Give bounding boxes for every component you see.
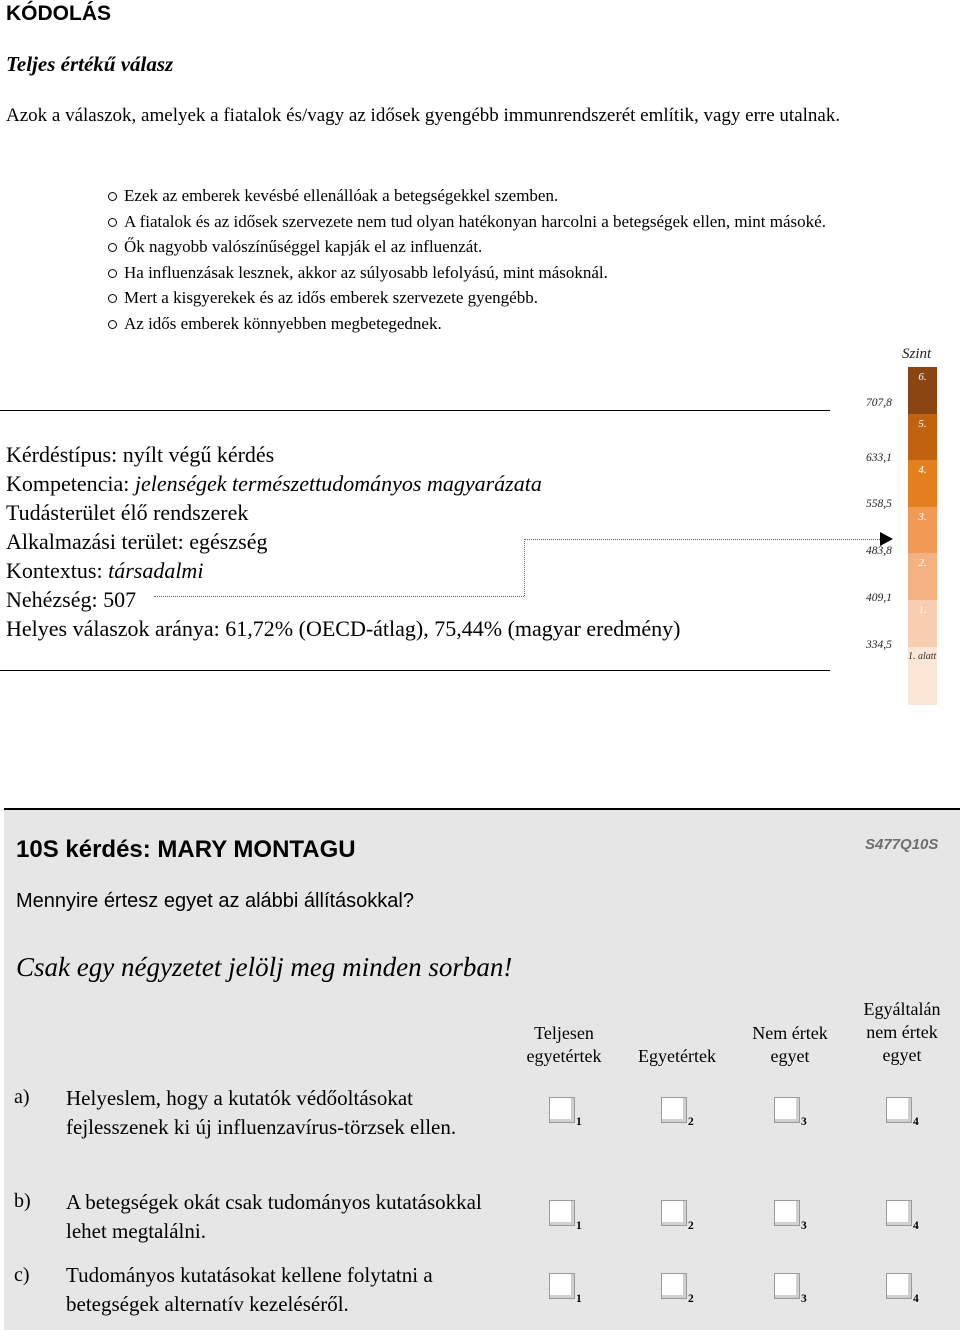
column-header-strongly-agree: Teljesen egyetértek xyxy=(526,1023,602,1066)
example-answers-list xyxy=(104,183,924,336)
competency-label: Kompetencia xyxy=(6,471,124,496)
row-c-checkbox-1[interactable] xyxy=(549,1273,575,1299)
question-properties xyxy=(6,440,680,643)
column-header-strongly-disagree: Egyáltalán nem értek egyet xyxy=(863,999,941,1065)
correct-rate-row xyxy=(6,614,680,643)
scale-score: 483,8 xyxy=(866,545,892,557)
question-code: S477Q10S xyxy=(865,836,939,853)
scale-level-below-1: 1. alatt xyxy=(908,647,937,705)
scale-level-6: 6. xyxy=(908,367,937,414)
scale-score: 633,1 xyxy=(866,452,892,464)
row-a-checkbox-1[interactable] xyxy=(549,1097,575,1123)
scale-score: 409,1 xyxy=(866,592,892,604)
knowledge-row xyxy=(6,498,680,527)
scale-score: 334,5 xyxy=(866,639,892,651)
divider-bottom xyxy=(0,670,830,671)
row-b-checkbox-2[interactable] xyxy=(661,1200,687,1226)
list-item: A fiatalok és az idősek szervezete nem tud olyan hatékonyan harcolni a betegségek ellen, mint másoké. xyxy=(104,209,924,235)
row-a-number-3: 3 xyxy=(801,1116,807,1128)
correct-rate-value: 61,72% (OECD-átlag), 75,44% (magyar eredmény) xyxy=(225,616,681,641)
row-a-number-1: 1 xyxy=(576,1116,582,1128)
scale-title: Szint xyxy=(902,346,932,362)
row-a-number-4: 4 xyxy=(913,1116,919,1128)
row-c-number-3: 3 xyxy=(801,1293,807,1305)
context-value: társadalmi xyxy=(108,558,204,583)
scale-level-5: 5. xyxy=(908,414,937,460)
difficulty-pointer-arrow-icon xyxy=(880,532,893,546)
row-c-number-4: 4 xyxy=(913,1293,919,1305)
column-header-agree: Egyetértek xyxy=(638,1046,716,1066)
question-panel xyxy=(4,808,960,1330)
row-b-statement: A betegségek okát csak tudományos kutatásokkal lehet megtalálni. xyxy=(66,1190,482,1243)
row-c-checkbox-3[interactable] xyxy=(774,1273,800,1299)
row-c-statement: Tudományos kutatásokat kellene folytatni a betegségek alternatív kezeléséről. xyxy=(66,1263,433,1316)
scale-score: 707,8 xyxy=(866,397,892,409)
row-b-checkbox-1[interactable] xyxy=(549,1200,575,1226)
row-a-checkbox-3[interactable] xyxy=(774,1097,800,1123)
row-a-statement: Helyeslem, hogy a kutatók védőoltásokat fejlesszenek ki új influenzavírus-törzsek ellen. xyxy=(66,1086,457,1139)
list-item: Mert a kisgyerekek és az idős emberek szervezete gyengébb. xyxy=(104,285,924,311)
difficulty-connector-top xyxy=(524,539,880,540)
row-b-number-2: 2 xyxy=(688,1220,694,1232)
row-a-letter: a) xyxy=(14,1086,30,1108)
scale-level-3: 3. xyxy=(908,507,937,553)
difficulty-label: Nehézség xyxy=(6,587,92,612)
knowledge-label: Tudásterület xyxy=(6,500,116,525)
coding-intro: Azok a válaszok, amelyek a fiatalok és/vagy az idősek gyengébb immunrendszerét említik, vagy erre utalnak. xyxy=(6,105,841,126)
row-a-checkbox-4[interactable] xyxy=(886,1097,912,1123)
row-c-checkbox-2[interactable] xyxy=(661,1273,687,1299)
scale-score: 558,5 xyxy=(866,498,892,510)
list-item: Ők nagyobb valószínűséggel kapják el az influenzát. xyxy=(104,234,924,260)
row-c-checkbox-4[interactable] xyxy=(886,1273,912,1299)
context-label: Kontextus xyxy=(6,558,97,583)
list-item: Ha influenzásak lesznek, akkor az súlyosabb lefolyású, mint másoknál. xyxy=(104,260,924,286)
row-b-letter: b) xyxy=(14,1190,31,1212)
application-value: egészség xyxy=(189,529,268,554)
competency-value: jelenségek természettudományos magyarázata xyxy=(134,471,542,496)
row-c-letter: c) xyxy=(14,1264,30,1286)
question-instruction: Csak egy négyzetet jelölj meg minden sorban! xyxy=(16,952,513,982)
row-b-number-4: 4 xyxy=(913,1220,919,1232)
difficulty-connector-vertical xyxy=(524,539,525,596)
full-credit-subheading: Teljes értékű válasz xyxy=(6,52,174,76)
context-row: Kontextus: társadalmi xyxy=(6,558,204,583)
scale-level-1: 1. xyxy=(908,600,937,647)
question-type-row: Kérdéstípus: nyílt végű kérdés xyxy=(6,442,275,467)
coding-heading: KÓDOLÁS xyxy=(6,2,111,25)
list-item: Ezek az emberek kevésbé ellenállóak a betegségekkel szemben. xyxy=(104,183,924,209)
row-b-number-1: 1 xyxy=(576,1220,582,1232)
question-prompt: Mennyire értesz egyet az alábbi állításokkal? xyxy=(16,890,414,912)
row-b-number-3: 3 xyxy=(801,1220,807,1232)
difficulty-row: Nehézség: 507 xyxy=(6,587,137,612)
knowledge-value: élő rendszerek xyxy=(120,500,249,525)
row-c-number-2: 2 xyxy=(688,1293,694,1305)
question-title: 10S kérdés: MARY MONTAGU xyxy=(16,836,356,863)
question-type-value: nyílt végű kérdés xyxy=(122,442,275,467)
difficulty-value: 507 xyxy=(103,587,137,612)
competency-row: Kompetencia: jelenségek természettudományos magyarázata xyxy=(6,471,542,496)
divider-top xyxy=(0,410,830,411)
difficulty-connector-horizontal xyxy=(154,596,524,597)
row-a-number-2: 2 xyxy=(688,1116,694,1128)
application-row: Alkalmazási terület: egészség xyxy=(6,529,268,554)
scale-level-4: 4. xyxy=(908,460,937,507)
row-a-checkbox-2[interactable] xyxy=(661,1097,687,1123)
column-header-disagree: Nem értek egyet xyxy=(752,1023,828,1066)
row-b-checkbox-4[interactable] xyxy=(886,1200,912,1226)
row-b-checkbox-3[interactable] xyxy=(774,1200,800,1226)
application-label: Alkalmazási terület xyxy=(6,529,178,554)
scale-level-2: 2. xyxy=(908,553,937,600)
correct-rate-label: Helyes válaszok aránya: xyxy=(6,616,220,641)
row-c-number-1: 1 xyxy=(576,1293,582,1305)
list-item: Az idős emberek könnyebben megbetegednek. xyxy=(104,311,924,337)
question-type-label: Kérdéstípus xyxy=(6,442,112,467)
